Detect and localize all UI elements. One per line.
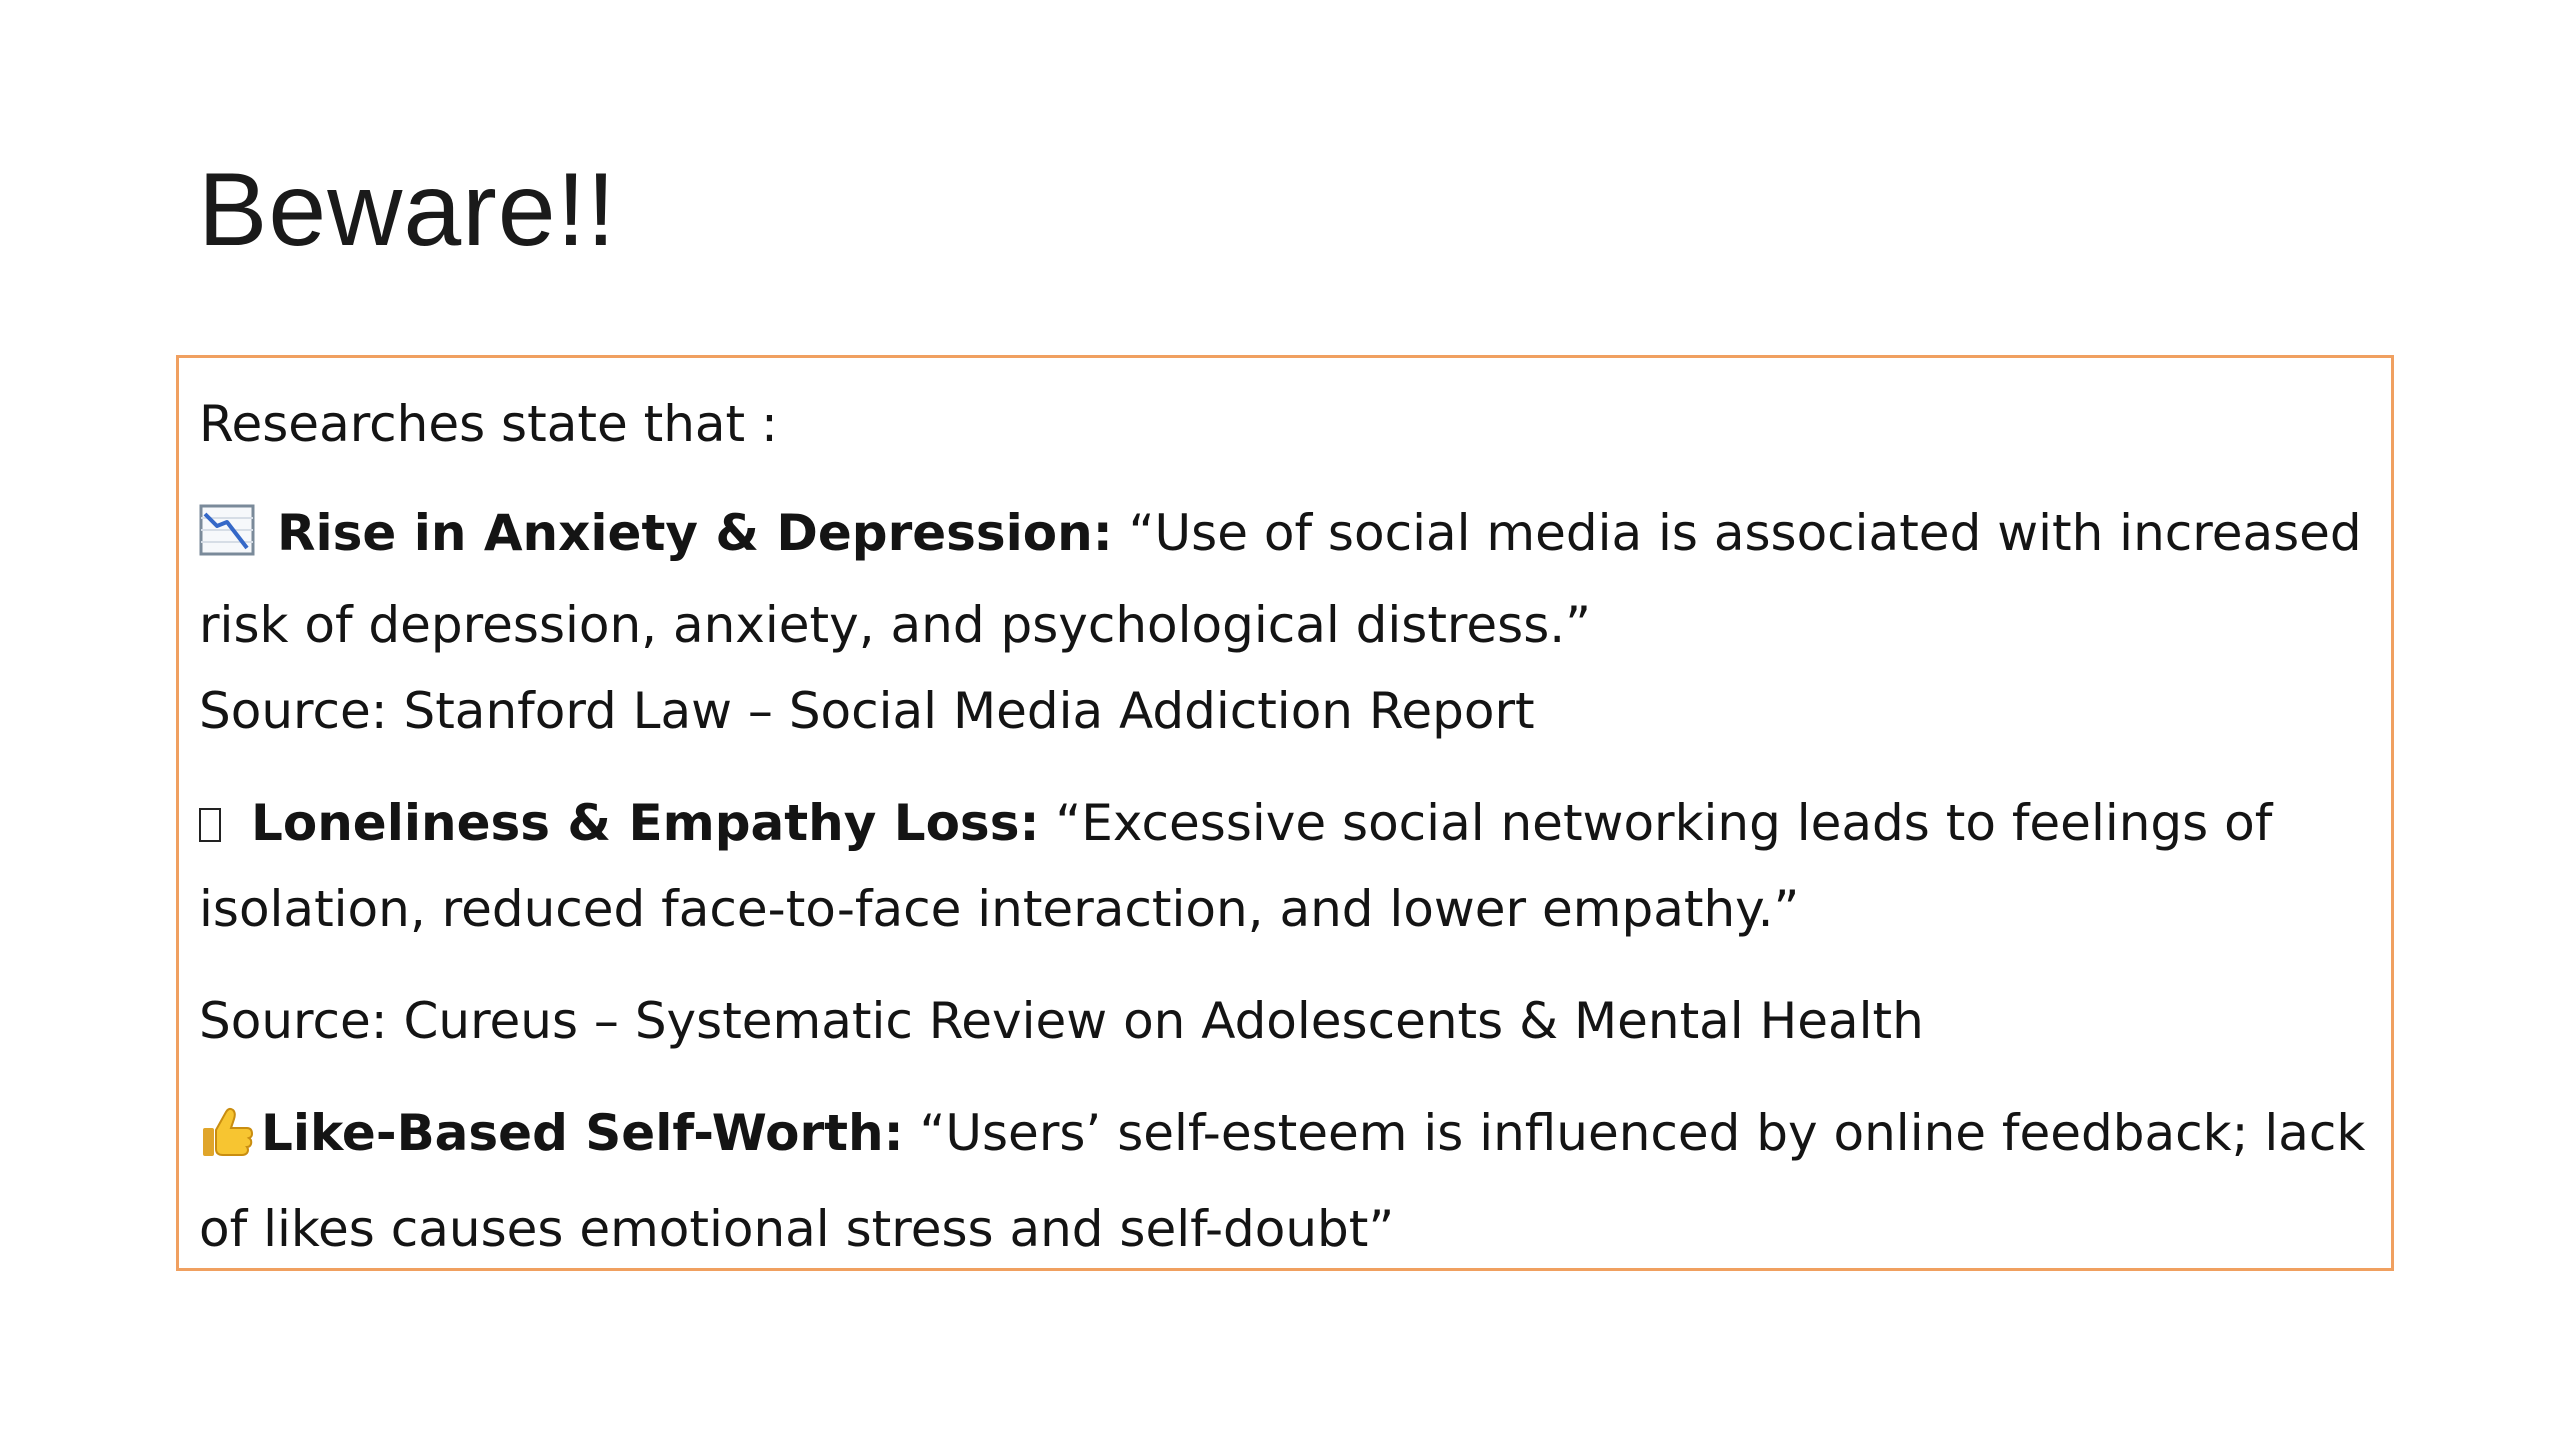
item-quote: “Excessive social networking leads to feelings of isolation, reduced face-to-face interaction, and lower empathy.” (199, 794, 2273, 938)
chart-decreasing-icon (199, 496, 255, 582)
item-like-self-worth (199, 1090, 2371, 1272)
item-source: Source: Stanford Law – Social Media Addiction Report (199, 682, 1535, 740)
slide-title: Beware!! (198, 152, 617, 268)
content-box (176, 355, 2394, 1271)
item-source: Source: Cureus – Systematic Review on Adolescents & Mental Health (199, 992, 1924, 1050)
item-quote: “Use of social media is associated with increased risk of depression, anxiety, and psychological distress.” (199, 504, 2362, 654)
item-quote: “Users’ self-esteem is influenced by online feedback; lack of likes causes emotional stress and self-doubt” (199, 1104, 2366, 1258)
item-heading: Loneliness & Empathy Loss: (251, 794, 1040, 852)
intro-text: Researches state that : (199, 395, 778, 453)
item-heading: Like-Based Self-Worth: (261, 1104, 904, 1162)
item-loneliness-empathy (199, 780, 2371, 952)
thumbs-up-icon (199, 1100, 255, 1186)
item-anxiety-depression (199, 490, 2371, 668)
missing-glyph-icon (199, 808, 221, 842)
item-heading: Rise in Anxiety & Depression: (277, 504, 1113, 562)
